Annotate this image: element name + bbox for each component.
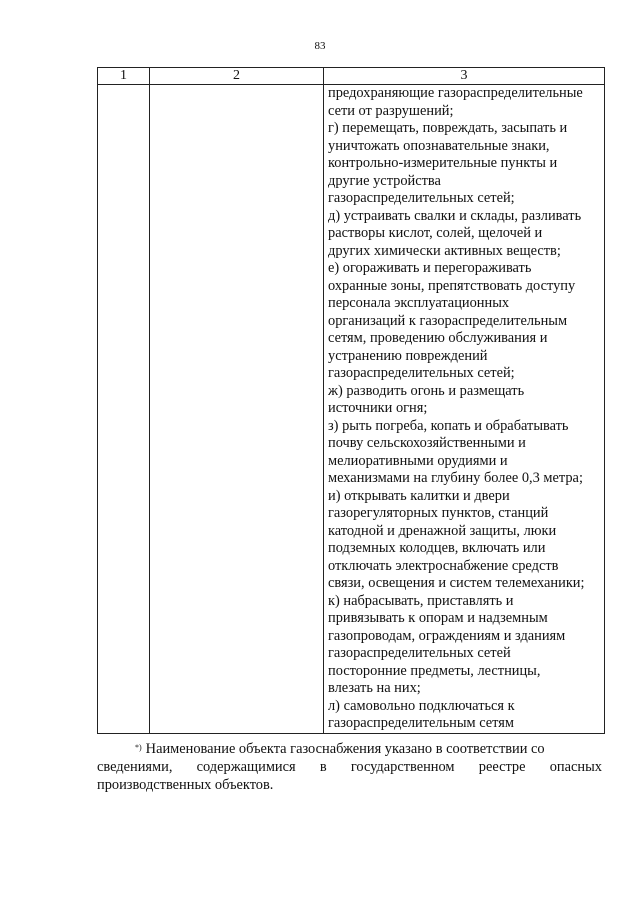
- text-line: газораспределительным сетям: [328, 715, 515, 731]
- text-line: д) устраивать свалки и склады, разливать: [328, 207, 582, 224]
- footnote-word: в: [319, 759, 327, 775]
- text-line: привязывать к опорам и надземным: [328, 610, 548, 626]
- text-line: влезать на них;: [328, 680, 421, 696]
- text-line: е) огораживать и перегораживать: [328, 260, 532, 276]
- footnote-word: сведениями,: [97, 759, 173, 775]
- text-line: механизмами на глубину более 0,3 метра;: [328, 470, 583, 486]
- page-number: 83: [314, 40, 326, 52]
- text-line: растворы кислот, солей, щелочей и: [328, 225, 543, 241]
- footnote-word: государственном: [350, 759, 455, 775]
- obligations-table: [97, 67, 605, 734]
- text-line: связи, освещения и систем телемеханики;: [328, 575, 585, 591]
- text-line: подземных колодцев, включать или: [328, 540, 546, 556]
- text-line: л) самовольно подключаться к: [328, 697, 515, 714]
- footnote-line-2: [97, 758, 602, 776]
- text-line: газораспределительных сетей: [328, 645, 511, 661]
- text-line: отключать электроснабжение средств: [328, 557, 559, 574]
- text-line: катодной и дренажной защиты, люки: [328, 522, 557, 539]
- table-header-row: [98, 68, 605, 85]
- text-line: предохраняющие газораспределительные: [328, 85, 583, 101]
- footnote-mark: *): [135, 743, 142, 752]
- column-header-2: 2: [150, 68, 324, 85]
- text-line: сети от разрушений;: [328, 102, 454, 119]
- text-line: сетям, проведению обслуживания и: [328, 330, 548, 346]
- footnote-word: реестре: [478, 759, 526, 775]
- footnote-word: содержащимися: [196, 759, 296, 775]
- text-line: газорегуляторных пунктов, станций: [328, 505, 549, 521]
- column-header-3: 3: [324, 68, 605, 85]
- text-line: организаций к газораспределительным: [328, 312, 568, 329]
- text-line: з) рыть погреба, копать и обрабатывать: [328, 417, 569, 434]
- cell-column-1: [98, 85, 150, 734]
- text-line: источники огня;: [328, 400, 428, 416]
- text-line: г) перемещать, повреждать, засыпать и: [328, 120, 568, 136]
- text-line: охранные зоны, препятствовать доступу: [328, 277, 576, 294]
- footnote-line-3: производственных объектов.: [97, 777, 274, 793]
- text-line: ж) разводить огонь и размещать: [328, 382, 525, 399]
- text-line: газораспределительных сетей;: [328, 190, 515, 206]
- text-line: уничтожать опознавательные знаки,: [328, 137, 550, 154]
- cell-column-2: [150, 85, 324, 734]
- text-line: газопроводам, ограждениям и зданиям: [328, 627, 566, 644]
- text-line: к) набрасывать, приставлять и: [328, 592, 514, 609]
- footnote: [97, 740, 602, 794]
- text-line: контрольно-измерительные пункты и: [328, 155, 558, 171]
- text-line: газораспределительных сетей;: [328, 365, 515, 381]
- table-row: [98, 85, 605, 734]
- footnote-text-1: Наименование объекта газоснабжения указано в соответствии со: [145, 741, 545, 757]
- text-line: и) открывать калитки и двери: [328, 487, 510, 504]
- text-line: других химически активных веществ;: [328, 242, 561, 259]
- text-line: другие устройства: [328, 172, 441, 189]
- text-line: мелиоративными орудиями и: [328, 452, 508, 469]
- text-line: почву сельскохозяйственными и: [328, 435, 526, 451]
- cell-column-3: [324, 85, 605, 734]
- column-header-1: 1: [98, 68, 150, 85]
- text-line: персонала эксплуатационных: [328, 295, 510, 311]
- footnote-line-1: [97, 740, 602, 758]
- text-line: посторонние предметы, лестницы,: [328, 662, 541, 679]
- footnote-word: опасных: [549, 759, 602, 775]
- text-line: устранению повреждений: [328, 347, 488, 364]
